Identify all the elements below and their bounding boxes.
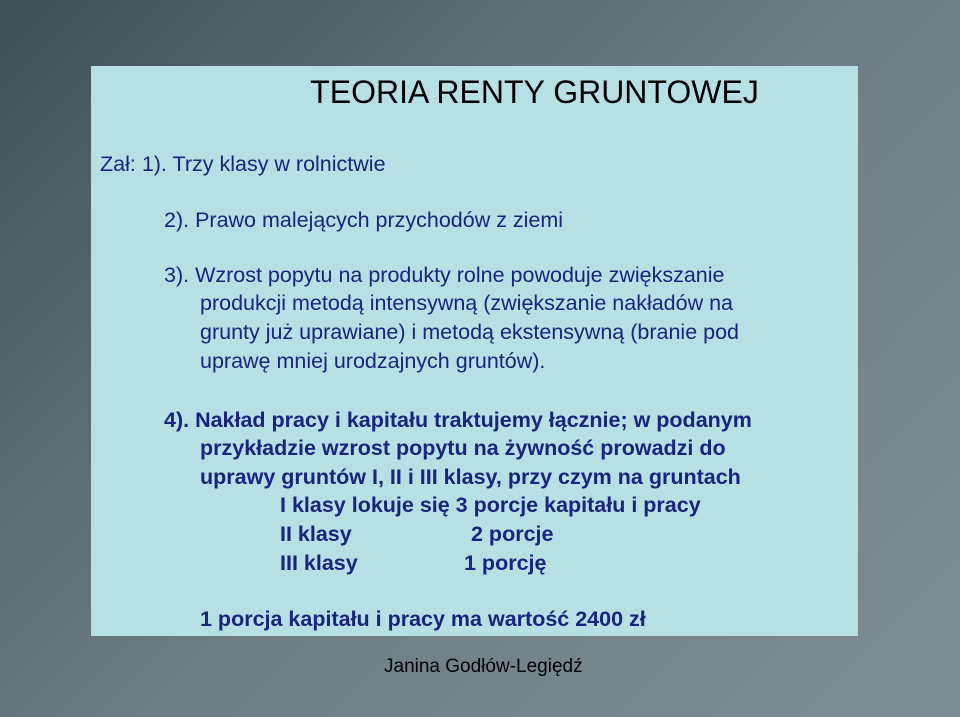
item-3-line-3: grunty już uprawiane) i metodą ekstensywną (branie pod: [200, 320, 739, 344]
item-4-line-2: przykładzie wzrost popytu na żywność prowadzi do: [200, 436, 726, 460]
item-1: Zał: 1). Trzy klasy w rolnictwie: [100, 152, 386, 176]
item-3-line-2: produkcji metodą intensywną (zwiększanie nakładów na: [200, 291, 734, 315]
item-4-class-3-label: III klasy: [280, 551, 358, 575]
slide-title: TEORIA RENTY GRUNTOWEJ: [310, 74, 759, 110]
footer-author: Janina Godłów-Legiędź: [384, 656, 583, 677]
item-4-line-3: uprawy gruntów I, II i III klasy, przy czym na gruntach: [200, 465, 741, 489]
value-note: 1 porcja kapitału i pracy ma wartość 2400 zł: [200, 607, 646, 631]
item-4-class-3-value: 1 porcję: [464, 551, 547, 575]
item-4-class-2-label: II klasy: [280, 522, 352, 546]
item-2: 2). Prawo malejących przychodów z ziemi: [164, 208, 564, 232]
item-4-class-2-value: 2 porcje: [471, 522, 554, 546]
item-4-line-1: 4). Nakład pracy i kapitału traktujemy łącznie; w podanym: [164, 408, 752, 432]
item-3-line-1: 3). Wzrost popytu na produkty rolne powoduje zwiększanie: [164, 263, 725, 287]
item-4-line-4: I klasy lokuje się 3 porcje kapitału i pracy: [280, 493, 701, 517]
slide-panel: [91, 66, 858, 636]
item-3-line-4: uprawę mniej urodzajnych gruntów).: [200, 349, 546, 373]
